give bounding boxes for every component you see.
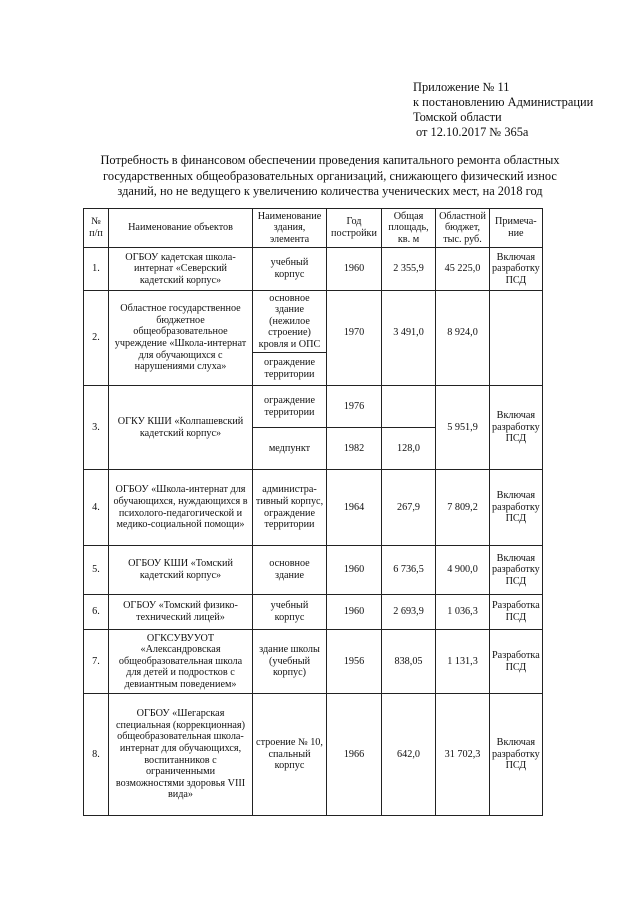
table-row	[84, 386, 543, 428]
object-name: ОГБОУ «Томский физико-технический лицей»	[109, 595, 253, 630]
regional-budget: 4 900,0	[436, 546, 490, 595]
object-name: ОГБОУ «Шегарская специальная (коррекционная) общеобразовательная школа-интернат для обучающихся, воспитанников с ограниченными возможностями здоровья VIII вида»	[109, 694, 253, 816]
table-row	[84, 470, 543, 546]
total-area: 2 693,9	[382, 595, 436, 630]
build-year: 1976	[327, 386, 382, 428]
object-name: ОГБОУ кадетская школа-интернат «Северский кадетский корпус»	[109, 248, 253, 291]
col-header-name: Наименование объектов	[109, 209, 253, 248]
row-num: 4.	[84, 470, 109, 546]
building-element: медпункт	[253, 428, 327, 470]
build-year: 1964	[327, 470, 382, 546]
building-element: учебный корпус	[253, 595, 327, 630]
object-name: Областное государственное бюджетное общеобразовательное учреждение «Школа-интернат для обучающихся с нарушениями слуха»	[109, 291, 253, 386]
object-name: ОГБОУ КШИ «Томский кадетский корпус»	[109, 546, 253, 595]
row-num: 2.	[84, 291, 109, 386]
building-element: основное здание (нежилое строение) кровля и ОПС	[253, 291, 327, 353]
building-element: ограждение территории	[253, 353, 327, 386]
build-year: 1970	[327, 291, 382, 386]
col-header-year: Год постройки	[327, 209, 382, 248]
building-element: основное здание	[253, 546, 327, 595]
total-area: 267,9	[382, 470, 436, 546]
note: Включая разработку ПСД	[490, 386, 543, 470]
row-num: 6.	[84, 595, 109, 630]
row-num: 5.	[84, 546, 109, 595]
building-element: строение № 10, спальный корпус	[253, 694, 327, 816]
appendix-number: Приложение № 11	[413, 80, 510, 94]
total-area: 2 355,9	[382, 248, 436, 291]
note: Включая разработку ПСД	[490, 546, 543, 595]
building-element: учебный корпус	[253, 248, 327, 291]
table-row	[84, 546, 543, 595]
document-header	[413, 80, 593, 140]
col-header-num: № п/п	[84, 209, 109, 248]
row-num: 8.	[84, 694, 109, 816]
region-name: Томской области	[413, 110, 502, 124]
build-year: 1956	[327, 630, 382, 694]
total-area: 3 491,0	[382, 291, 436, 386]
regional-budget: 7 809,2	[436, 470, 490, 546]
building-element: администра-тивный корпус, ограждение территории	[253, 470, 327, 546]
note: Разработка ПСД	[490, 595, 543, 630]
regional-budget: 31 702,3	[436, 694, 490, 816]
total-area: 838,05	[382, 630, 436, 694]
build-year: 1960	[327, 248, 382, 291]
note: Разработка ПСД	[490, 630, 543, 694]
regional-budget: 1 036,3	[436, 595, 490, 630]
note: Включая разработку ПСД	[490, 694, 543, 816]
title-line-3: зданий, но не ведущего к увеличению количества ученических мест, на 2018 год	[117, 184, 543, 198]
row-num: 3.	[84, 386, 109, 470]
col-header-budget: Областной бюджет, тыс. руб.	[436, 209, 490, 248]
note: Включая разработку ПСД	[490, 470, 543, 546]
table-row	[84, 630, 543, 694]
table-row	[84, 595, 543, 630]
table-row	[84, 291, 543, 353]
note	[490, 291, 543, 386]
col-header-note: Примеча- ние	[490, 209, 543, 248]
build-year: 1960	[327, 546, 382, 595]
title-line-2: государственных общеобразовательных организаций, снижающего физический износ	[103, 168, 557, 183]
note: Включая разработку ПСД	[490, 248, 543, 291]
total-area: 6 736,5	[382, 546, 436, 595]
regional-budget: 1 131,3	[436, 630, 490, 694]
object-name: ОГБОУ «Школа-интернат для обучающихся, нуждающихся в психолого-педагогической и медико-социальной помощи»	[109, 470, 253, 546]
object-name: ОГКУ КШИ «Колпашевский кадетский корпус»	[109, 386, 253, 470]
total-area: 128,0	[382, 428, 436, 470]
row-num: 7.	[84, 630, 109, 694]
regional-budget: 45 225,0	[436, 248, 490, 291]
build-year: 1960	[327, 595, 382, 630]
building-element: ограждение территории	[253, 386, 327, 428]
row-num: 1.	[84, 248, 109, 291]
repair-funding-table	[83, 208, 543, 816]
regional-budget: 5 951,9	[436, 386, 490, 470]
building-element: здание школы (учебный корпус)	[253, 630, 327, 694]
regional-budget: 8 924,0	[436, 291, 490, 386]
table-row	[84, 248, 543, 291]
resolution-date: от 12.10.2017 № 365а	[416, 125, 529, 139]
object-name: ОГКСУВУУОТ «Александровская общеобразовательная школа для детей и подростков с девиантным поведением»	[109, 630, 253, 694]
table-header-row	[84, 209, 543, 248]
title-line-1: Потребность в финансовом обеспечении проведения капитального ремонта областных	[100, 153, 560, 167]
build-year: 1966	[327, 694, 382, 816]
table-row	[84, 694, 543, 816]
total-area	[382, 386, 436, 428]
col-header-area: Общая площадь, кв. м	[382, 209, 436, 248]
document-title	[60, 153, 600, 200]
total-area: 642,0	[382, 694, 436, 816]
build-year: 1982	[327, 428, 382, 470]
resolution-reference: к постановлению Администрации	[413, 95, 594, 109]
col-header-element: Наименование здания, элемента	[253, 209, 327, 248]
